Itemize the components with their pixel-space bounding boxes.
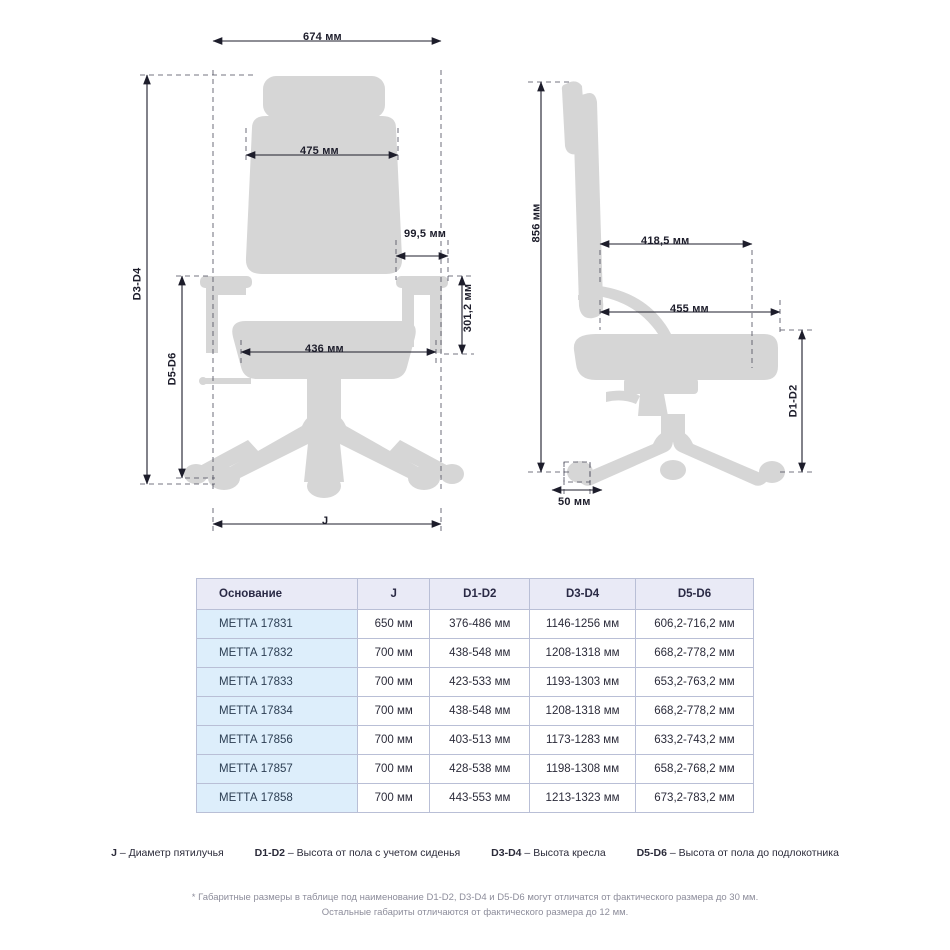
front-view-chair [184, 76, 464, 498]
cell-model: МЕТТА 17856 [197, 726, 358, 755]
cell-d3d4: 1173-1283 мм [530, 726, 636, 755]
footnote-line-1: * Габаритные размеры в таблице под наименование D1-D2, D3-D4 и D5-D6 могут отличатся от фактического размера до 30 мм. [191, 892, 759, 903]
table-header-row [197, 579, 754, 610]
table-row [197, 784, 754, 813]
cell-d1d2: 443-553 мм [430, 784, 530, 813]
side-height-d1d2-label: D1-D2 [787, 384, 800, 418]
footnote [0, 890, 950, 920]
th-d1d2: D1-D2 [430, 579, 530, 610]
th-osnovanie: Основание [197, 579, 358, 610]
legend-code-d3d4: D3-D4 [491, 847, 522, 859]
cell-d3d4: 1198-1308 мм [530, 755, 636, 784]
cell-d5d6: 658,2-768,2 мм [635, 755, 753, 784]
cell-model: МЕТТА 17832 [197, 639, 358, 668]
cell-model: МЕТТА 17857 [197, 755, 358, 784]
legend-text-j: – Диаметр пятилучья [116, 847, 224, 859]
front-base-diameter-label: J [322, 515, 329, 527]
cell-d3d4: 1208-1318 мм [530, 697, 636, 726]
legend-text-d3d4: – Высота кресла [521, 847, 606, 859]
cell-model: МЕТТА 17833 [197, 668, 358, 697]
table-row [197, 639, 754, 668]
legend-code-d1d2: D1-D2 [254, 847, 285, 859]
cell-d5d6: 653,2-763,2 мм [635, 668, 753, 697]
cell-j: 700 мм [358, 639, 430, 668]
front-total-width-label: 674 мм [303, 31, 342, 43]
table-row [197, 697, 754, 726]
front-back-width-label: 475 мм [300, 145, 339, 157]
legend-item-j [111, 847, 224, 859]
cell-d1d2: 376-486 мм [430, 610, 530, 639]
legend-item-d1d2 [255, 847, 461, 859]
table-row [197, 726, 754, 755]
front-height-d3d4-label: D3-D4 [131, 267, 144, 301]
cell-d5d6: 673,2-783,2 мм [635, 784, 753, 813]
legend-code-d5d6: D5-D6 [636, 847, 667, 859]
side-view-chair [562, 81, 785, 485]
cell-j: 700 мм [358, 697, 430, 726]
cell-d5d6: 633,2-743,2 мм [635, 726, 753, 755]
side-depth-upper-label: 418,5 мм [641, 235, 690, 247]
side-total-height-label: 856 мм [530, 203, 543, 243]
th-j: J [358, 579, 430, 610]
front-seat-width-label: 436 мм [305, 343, 344, 355]
side-depth-lower-label: 455 мм [670, 303, 709, 315]
cell-d1d2: 428-538 мм [430, 755, 530, 784]
cell-model: МЕТТА 17831 [197, 610, 358, 639]
table-row [197, 755, 754, 784]
cell-j: 700 мм [358, 668, 430, 697]
legend-code-j: J [111, 847, 117, 859]
cell-d5d6: 668,2-778,2 мм [635, 697, 753, 726]
th-d3d4: D3-D4 [530, 579, 636, 610]
front-height-d5d6-label: D5-D6 [166, 352, 179, 386]
cell-d1d2: 438-548 мм [430, 697, 530, 726]
cell-d3d4: 1193-1303 мм [530, 668, 636, 697]
cell-j: 650 мм [358, 610, 430, 639]
specs-table-wrapper [196, 578, 754, 813]
cell-d3d4: 1146-1256 мм [530, 610, 636, 639]
cell-d5d6: 668,2-778,2 мм [635, 639, 753, 668]
specs-table [196, 578, 754, 813]
cell-d1d2: 438-548 мм [430, 639, 530, 668]
cell-j: 700 мм [358, 726, 430, 755]
cell-j: 700 мм [358, 755, 430, 784]
table-row [197, 610, 754, 639]
cell-model: МЕТТА 17858 [197, 784, 358, 813]
cell-d3d4: 1213-1323 мм [530, 784, 636, 813]
cell-j: 700 мм [358, 784, 430, 813]
th-d5d6: D5-D6 [635, 579, 753, 610]
cell-model: МЕТТА 17834 [197, 697, 358, 726]
cell-d1d2: 403-513 мм [430, 726, 530, 755]
side-caster-label: 50 мм [558, 496, 591, 508]
table-row [197, 668, 754, 697]
cell-d5d6: 606,2-716,2 мм [635, 610, 753, 639]
front-armrest-thickness-label: 99,5 мм [404, 228, 447, 240]
cell-d1d2: 423-533 мм [430, 668, 530, 697]
footnote-line-2: Остальные габариты отличаются от фактического размера до 12 мм. [321, 907, 629, 918]
legend-item-d5d6 [637, 847, 839, 859]
legend-item-d3d4 [491, 847, 605, 859]
legend [0, 847, 950, 859]
cell-d3d4: 1208-1318 мм [530, 639, 636, 668]
legend-text-d5d6: – Высота от пола до подлокотника [666, 847, 839, 859]
legend-text-d1d2: – Высота от пола с учетом сиденья [285, 847, 461, 859]
front-armrest-height-label: 301,2 мм [462, 283, 475, 333]
